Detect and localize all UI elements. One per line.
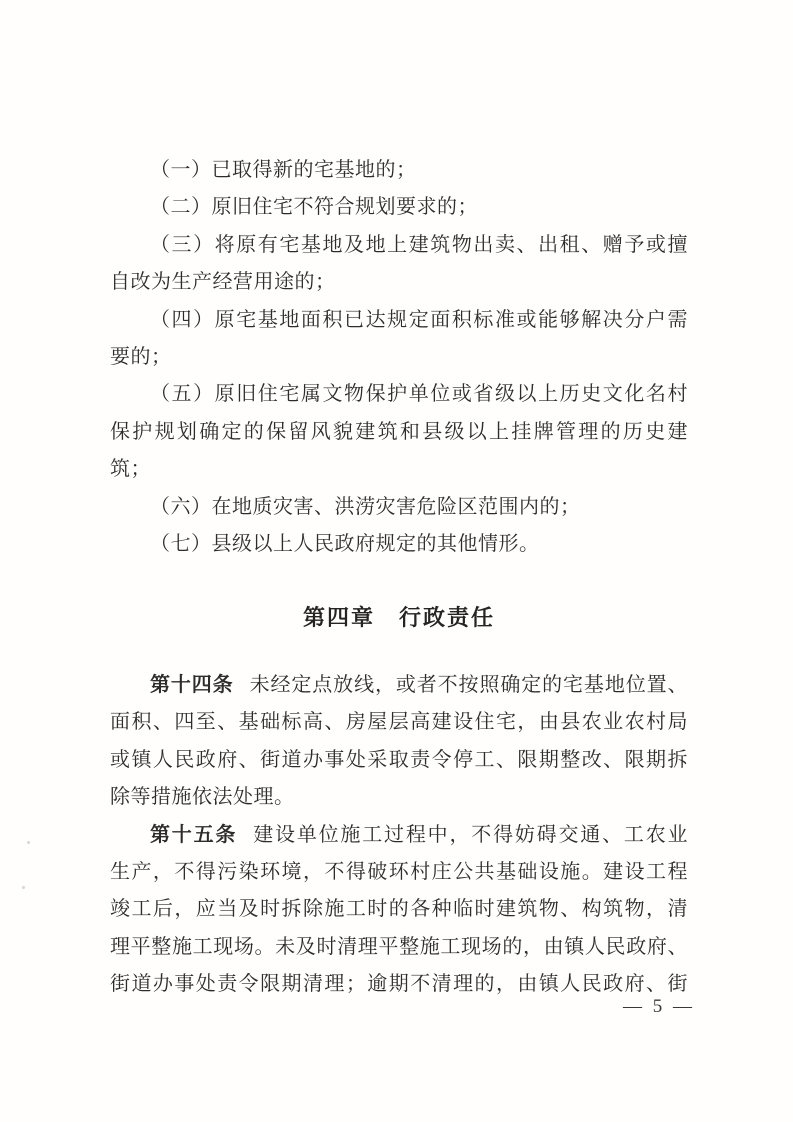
list-item-line: 要的； bbox=[110, 346, 172, 369]
list-item-line: （二）原旧住宅不符合规划要求的； bbox=[150, 196, 478, 219]
scan-speck bbox=[27, 841, 30, 844]
article-line: 竣工后，应当及时拆除施工时的各种临时建筑物、构筑物，清 bbox=[110, 898, 688, 921]
list-item-line: 自改为生产经营用途的； bbox=[110, 271, 336, 294]
article-15 bbox=[110, 817, 688, 1004]
article-line-text: 未经定点放线，或者不按照确定的宅基地位置、 bbox=[249, 673, 689, 696]
list-item-7 bbox=[110, 526, 688, 563]
list-item-5 bbox=[110, 376, 688, 488]
article-number: 第十五条 bbox=[150, 823, 238, 846]
list-item-3 bbox=[110, 227, 688, 302]
list-item-line: （三）将原有宅基地及地上建筑物出卖、出租、赠予或擅 bbox=[150, 233, 688, 256]
article-line: 理平整施工现场。未及时清理平整施工现场的，由镇人民政府、 bbox=[110, 935, 688, 958]
article-line: 街道办事处责令限期清理；逾期不清理的，由镇人民政府、街 bbox=[110, 973, 688, 996]
list-item-line: 保护规划确定的保留风貌建筑和县级以上挂牌管理的历史建 bbox=[110, 420, 688, 443]
article-line: 面积、四至、基础标高、房屋层高建设住宅，由县农业农村局 bbox=[110, 711, 688, 734]
list-item-line: （五）原旧住宅属文物保护单位或省级以上历史文化名村 bbox=[150, 383, 688, 406]
list-item-line: （四）原宅基地面积已达规定面积标准或能够解决分户需 bbox=[150, 308, 688, 331]
scan-speck bbox=[22, 886, 25, 889]
list-item-4 bbox=[110, 302, 688, 377]
article-line: 生产，不得污染环境，不得破环村庄公共基础设施。建设工程 bbox=[110, 860, 688, 883]
list-item-2 bbox=[110, 189, 688, 226]
article-number: 第十四条 bbox=[150, 673, 234, 696]
list-item-1 bbox=[110, 152, 688, 189]
article-line bbox=[110, 667, 688, 704]
list-item-line: （六）在地质灾害、洪涝灾害危险区范围内的； bbox=[150, 495, 581, 518]
list-item-line: 筑； bbox=[110, 458, 151, 481]
page-number: — 5 — bbox=[623, 996, 695, 1017]
article-14 bbox=[110, 667, 688, 817]
list-item-line: （七）县级以上人民政府规定的其他情形。 bbox=[150, 533, 540, 556]
article-line bbox=[110, 817, 688, 854]
document-body bbox=[110, 152, 688, 1004]
chapter-heading: 第四章 行政责任 bbox=[302, 605, 495, 631]
list-item-6 bbox=[110, 489, 688, 526]
article-line: 除等措施依法处理。 bbox=[110, 786, 295, 809]
article-line-text: 建设单位施工过程中，不得妨碍交通、工农业 bbox=[253, 823, 689, 846]
list-item-line: （一）已取得新的宅基地的； bbox=[150, 159, 417, 181]
article-line: 或镇人民政府、街道办事处采取责令停工、限期整改、限期拆 bbox=[110, 748, 688, 771]
